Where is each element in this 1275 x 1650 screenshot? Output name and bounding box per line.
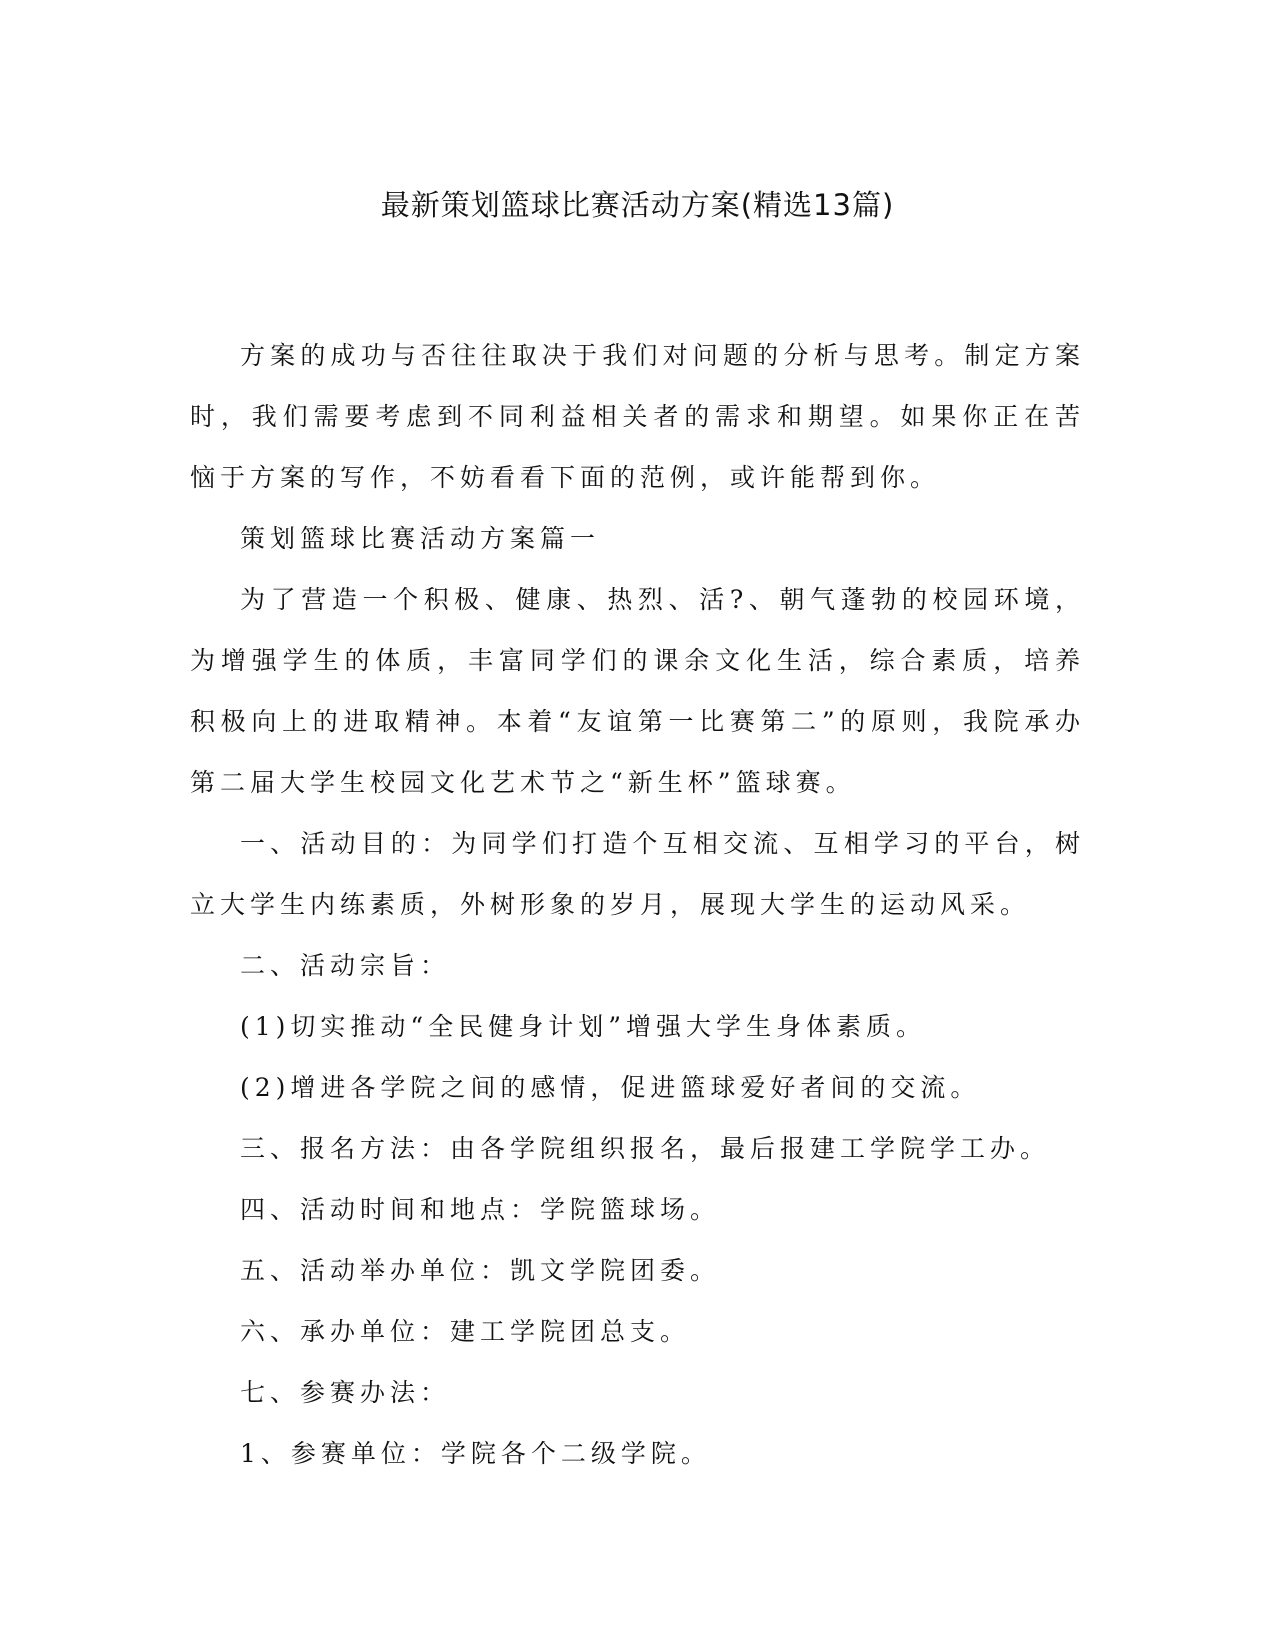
section-heading: 策划篮球比赛活动方案篇一	[240, 524, 601, 553]
registration-item: 三、报名方法：由各学院组织报名，最后报建工学院学工办。	[240, 1134, 1051, 1163]
participation-heading: 七、参赛办法：	[240, 1378, 451, 1407]
participants-item: 1、参赛单位：学院各个二级学院。	[240, 1439, 711, 1468]
body-paragraph: 为了营造一个积极、健康、热烈、活?、朝气蓬勃的校园环境，为增强学生的体质，丰富同学们的课余文化生活，综合素质，培养积极向上的进取精神。本着“友谊第一比赛第二”的原则，我院承办第二届大学生校园文化艺术节之“新生杯”篮球赛。	[190, 585, 1085, 797]
time-place-item: 四、活动时间和地点：学院篮球场。	[240, 1195, 721, 1224]
aim-heading: 二、活动宗旨：	[240, 951, 451, 980]
aim-item-1: (1)切实推动“全民健身计划”增强大学生身体素质。	[240, 1012, 926, 1041]
host-item: 六、承办单位：建工学院团总支。	[240, 1317, 691, 1346]
organizer-item: 五、活动举办单位：凯文学院团委。	[240, 1256, 721, 1285]
aim-item-2: (2)增进各学院之间的感情，促进篮球爱好者间的交流。	[240, 1073, 981, 1102]
document-body	[190, 325, 1085, 1484]
purpose-item: 一、活动目的：为同学们打造个互相交流、互相学习的平台，树立大学生内练素质，外树形象的岁月，展现大学生的运动风采。	[190, 829, 1085, 919]
document-title: 最新策划篮球比赛活动方案(精选13篇)	[380, 188, 895, 222]
intro-paragraph: 方案的成功与否往往取决于我们对问题的分析与思考。制定方案时，我们需要考虑到不同利益相关者的需求和期望。如果你正在苦恼于方案的写作，不妨看看下面的范例，或许能帮到你。	[190, 341, 1085, 492]
